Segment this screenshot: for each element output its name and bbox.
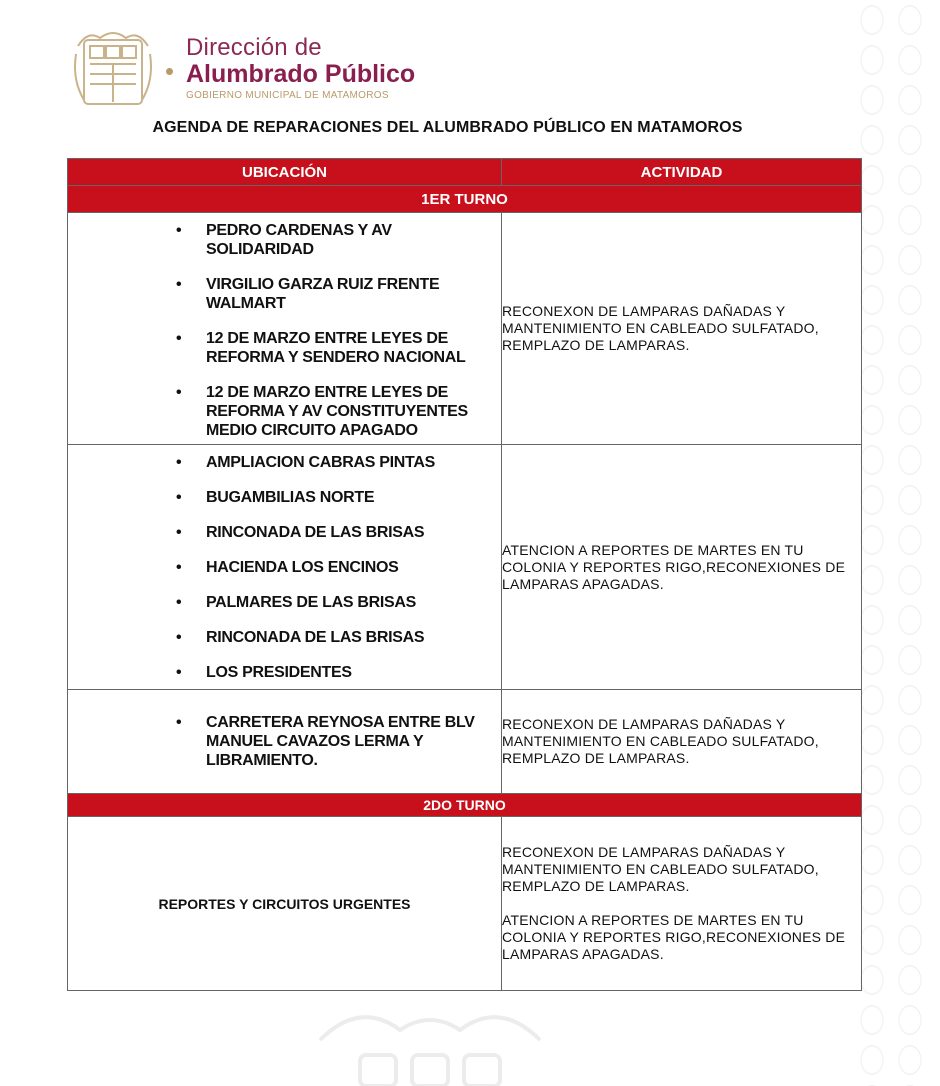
activity-cell [502, 445, 862, 690]
table-row [68, 690, 862, 794]
turno-row [68, 186, 862, 213]
list-item: • CARRETERA REYNOSA ENTRE BLV MANUEL CAVAZOS LERMA Y LIBRAMIENTO. [68, 713, 493, 770]
activity-text: ATENCION A REPORTES DE MARTES EN TU COLONIA Y REPORTES RIGO,RECONEXIONES DE LAMPARAS APAGADAS. [502, 912, 846, 962]
list-item: • VIRGILIO GARZA RUIZ FRENTE WALMART [68, 275, 493, 313]
list-item: • RINCONADA DE LAS BRISAS [68, 523, 493, 542]
municipal-crest-icon [70, 24, 156, 110]
list-item: • AMPLIACION CABRAS PINTAS [68, 453, 493, 472]
table-row [68, 445, 862, 690]
activity-cell [502, 213, 862, 445]
location-cell: REPORTES Y CIRCUITOS URGENTES [68, 817, 502, 991]
agenda-table [67, 158, 862, 991]
table-row [68, 213, 862, 445]
activity-text: ATENCION A REPORTES DE MARTES EN TU COLONIA Y REPORTES RIGO,RECONEXIONES DE LAMPARAS APAGADAS. [502, 541, 846, 592]
list-item: • BUGAMBILIAS NORTE [68, 488, 493, 507]
list-item: • 12 DE MARZO ENTRE LEYES DE REFORMA Y SENDERO NACIONAL [68, 329, 493, 367]
list-item: • PALMARES DE LAS BRISAS [68, 593, 493, 612]
activity-cell [502, 690, 862, 794]
list-item: • PEDRO CARDENAS Y AV SOLIDARIDAD [68, 221, 493, 259]
page-title: AGENDA DE REPARACIONES DEL ALUMBRADO PÚBLICO EN MATAMOROS [152, 119, 743, 136]
table-row [68, 817, 862, 991]
column-header-actividad: ACTIVIDAD [502, 159, 862, 186]
activity-text: RECONEXON DE LAMPARAS DAÑADAS Y MANTENIMIENTO EN CABLEADO SULFATADO, REMPLAZO DE LAMPARAS. [502, 716, 819, 766]
turno-2-label: 2DO TURNO [68, 794, 862, 817]
list-item: • RINCONADA DE LAS BRISAS [68, 628, 493, 647]
list-item: • 12 DE MARZO ENTRE LEYES DE REFORMA Y AV CONSTITUYENTES MEDIO CIRCUITO APAGADO [68, 383, 493, 440]
column-header-ubicacion: UBICACIÓN [68, 159, 502, 186]
turno-row [68, 794, 862, 817]
watermark-crest-icon [300, 1000, 560, 1086]
separator-dot-icon [166, 68, 173, 75]
activity-cell [502, 817, 862, 991]
decorative-side-pattern [852, 0, 940, 1086]
table-header-row [68, 159, 862, 186]
activity-text: RECONEXON DE LAMPARAS DAÑADAS Y MANTENIMIENTO EN CABLEADO SULFATADO, REMPLAZO DE LAMPARAS. [502, 303, 819, 353]
brand-top-text: Dirección de [186, 34, 322, 61]
location-cell [68, 445, 502, 690]
location-cell [68, 213, 502, 445]
activity-text: RECONEXON DE LAMPARAS DAÑADAS Y MANTENIMIENTO EN CABLEADO SULFATADO, REMPLAZO DE LAMPARAS. [502, 844, 819, 894]
list-item: • LOS PRESIDENTES [68, 663, 493, 682]
brand-sub-text: GOBIERNO MUNICIPAL DE MATAMOROS [186, 90, 389, 101]
location-cell [68, 690, 502, 794]
turno-1-label: 1ER TURNO [68, 186, 862, 213]
header [70, 24, 490, 114]
list-item: • HACIENDA LOS ENCINOS [68, 558, 493, 577]
brand-main-text: Alumbrado Público [186, 60, 416, 88]
